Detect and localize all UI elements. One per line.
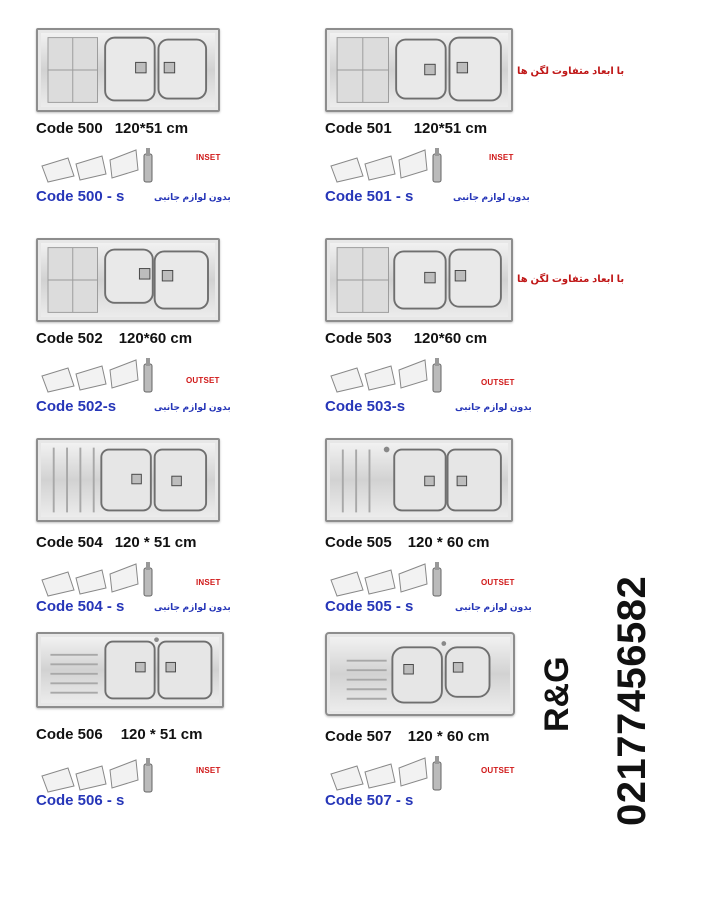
product-code-line (36, 726, 202, 743)
accessories-icon (329, 146, 447, 184)
product-505 (325, 436, 615, 626)
different-basin-note: با ابعاد متفاوت لگن ها (517, 274, 625, 285)
mount-tag: INSET (196, 766, 221, 775)
sink-image (36, 28, 220, 112)
product-500 (36, 28, 326, 218)
sink-image (36, 438, 220, 522)
accessories-icon (329, 356, 447, 394)
accessories-icon (40, 560, 158, 598)
product-code: Code 503 (325, 330, 392, 347)
product-dimensions: 120 * 60 cm (407, 534, 490, 551)
product-s-code: Code 504 - s (36, 598, 125, 615)
mount-tag: INSET (196, 153, 221, 162)
sink-image (325, 438, 513, 522)
mount-tag: INSET (196, 578, 221, 587)
sink-drawing (327, 440, 511, 520)
sink-drawing (38, 634, 222, 706)
product-code-line (36, 534, 196, 551)
mount-tag: INSET (489, 153, 514, 162)
product-code: Code 504 (36, 534, 103, 551)
product-code-line (325, 330, 487, 347)
sink-drawing (327, 240, 511, 320)
product-s-code: Code 506 - s (36, 792, 125, 809)
product-s-code: Code 502-s (36, 398, 117, 415)
product-506 (36, 632, 326, 822)
product-s-code: Code 507 - s (325, 792, 414, 809)
product-code: Code 501 (325, 120, 392, 137)
sink-image (325, 28, 513, 112)
sink-image (325, 238, 513, 322)
sink-drawing (38, 440, 218, 520)
accessories-icon (329, 560, 447, 598)
product-code: Code 502 (36, 330, 103, 347)
different-basin-note: با ابعاد متفاوت لگن ها (517, 66, 625, 77)
no-accessories-note: بدون لوازم جانبی (154, 192, 231, 202)
product-503 (325, 238, 625, 428)
product-dimensions: 120*60 cm (118, 330, 193, 347)
sink-image (36, 632, 224, 708)
product-code: Code 505 (325, 534, 392, 551)
product-dimensions: 120*51 cm (413, 120, 488, 137)
brand-name: R&G (538, 656, 576, 732)
product-dimensions: 120 * 60 cm (407, 728, 490, 745)
sink-drawing (38, 240, 218, 320)
no-accessories-note: بدون لوازم جانبی (455, 402, 532, 412)
product-s-code: Code 505 - s (325, 598, 414, 615)
mount-tag: OUTSET (481, 578, 515, 587)
sink-image (325, 632, 515, 716)
product-dimensions: 120*51 cm (114, 120, 189, 137)
sink-drawing (327, 30, 511, 110)
accessories-icon (329, 754, 447, 792)
sink-image (36, 238, 220, 322)
product-code: Code 506 (36, 726, 103, 743)
product-502 (36, 238, 326, 428)
phone-number: 02177456582 (610, 575, 654, 826)
product-code: Code 507 (325, 728, 392, 745)
mount-tag: OUTSET (481, 766, 515, 775)
product-s-code: Code 501 - s (325, 188, 414, 205)
product-code-line (36, 330, 192, 347)
sink-drawing (38, 30, 218, 110)
mount-tag: OUTSET (481, 378, 515, 387)
product-code-line (325, 120, 487, 137)
product-dimensions: 120*60 cm (413, 330, 488, 347)
no-accessories-note: بدون لوازم جانبی (455, 602, 532, 612)
sink-drawing (327, 634, 513, 714)
accessories-icon (40, 146, 158, 184)
product-501 (325, 28, 625, 218)
product-dimensions: 120 * 51 cm (120, 726, 203, 743)
no-accessories-note: بدون لوازم جانبی (453, 192, 530, 202)
product-code-line (325, 728, 489, 745)
no-accessories-note: بدون لوازم جانبی (154, 602, 231, 612)
mount-tag: OUTSET (186, 376, 220, 385)
accessories-icon (40, 756, 158, 794)
product-code: Code 500 (36, 120, 103, 137)
product-code-line (325, 534, 489, 551)
product-504 (36, 436, 326, 626)
no-accessories-note: بدون لوازم جانبی (154, 402, 231, 412)
product-s-code: Code 500 - s (36, 188, 125, 205)
product-code-line (36, 120, 188, 137)
product-dimensions: 120 * 51 cm (114, 534, 197, 551)
product-s-code: Code 503-s (325, 398, 406, 415)
accessories-icon (40, 356, 158, 394)
